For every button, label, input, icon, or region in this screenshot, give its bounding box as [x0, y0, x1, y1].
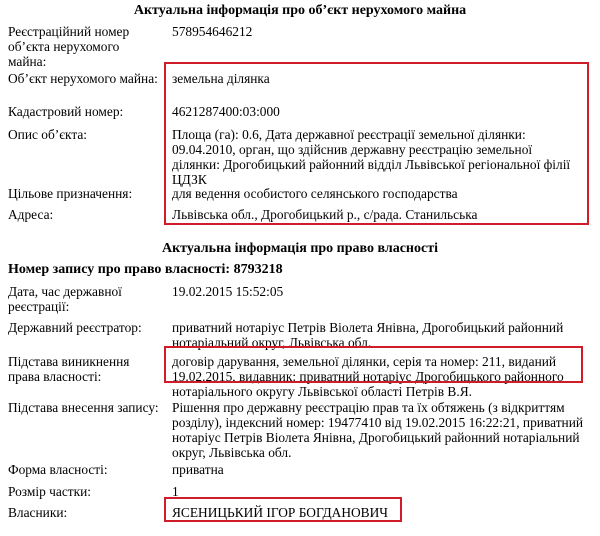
- registrar-label: Державний реєстратор:: [8, 320, 142, 335]
- object-description-value: Площа (га): 0.6, Дата державної реєстрації земельної ділянки: 09.04.2010, орган, що здійснив державну реєстрацію земельної ділянки: Дрогобицький районний відділ Львівської регіональної філії ЦДЗК: [172, 127, 571, 187]
- object-type-value: земельна ділянка: [172, 71, 270, 86]
- record-number-label: Номер запису про право власності:: [8, 262, 231, 277]
- share-size-label: Розмір частки:: [8, 484, 92, 499]
- registrar-value: приватний нотаріус Петрів Віолета Янівна, Дрогобицький районний нотаріальний округ, Львівська обл.: [172, 320, 564, 350]
- entry-basis-value: Рішення про державну реєстрацію прав та їх обтяжень (з відкриттям розділу), індексний номер: 19477410 від 19.02.2015 16:22:21, приватний нотаріус Петрів Віолета Янівна, Дрогобицький районний нотаріальний округ, Львівська обл.: [172, 400, 584, 460]
- cadastral-number-label: Кадастровий номер:: [8, 104, 124, 119]
- object-type-label: Об’єкт нерухомого майна:: [8, 71, 158, 86]
- registration-date-label: Дата, час державної реєстрації:: [8, 284, 122, 314]
- owners-value: ЯСЕНИЦЬКИЙ ІГОР БОГДАНОВИЧ: [172, 505, 388, 520]
- cadastral-number-value: 4621287400:03:000: [172, 104, 280, 119]
- registration-number-label: Реєстраційний номер об’єкта нерухомого майна:: [8, 24, 130, 69]
- record-number-value: 8793218: [233, 262, 283, 277]
- owners-label: Власники:: [8, 505, 68, 520]
- ownership-basis-highlight-box: [164, 346, 583, 383]
- registration-number-value: 578954646212: [172, 24, 253, 39]
- ownership-basis-value: договір дарування, земельної ділянки, серія та номер: 211, виданий 19.02.2015, видавник: приватний нотаріус Дрогобицького районного нотаріального округу Львівської області Петрів В.Я.: [172, 354, 564, 399]
- ownership-info-title: Актуальна інформація про право власності: [162, 241, 438, 256]
- object-info-highlight-box: [164, 62, 589, 225]
- entry-basis-label: Підстава внесення запису:: [8, 400, 159, 415]
- address-label: Адреса:: [8, 207, 54, 222]
- purpose-value: для ведення особистого селянського господарства: [172, 186, 458, 201]
- ownership-form-label: Форма власності:: [8, 462, 108, 477]
- owners-highlight-box: [164, 497, 402, 522]
- share-size-value: 1: [172, 484, 179, 499]
- object-description-label: Опис об’єкта:: [8, 127, 88, 142]
- object-info-title: Актуальна інформація про об’єкт нерухомого майна: [133, 3, 467, 18]
- registration-date-value: 19.02.2015 15:52:05: [172, 284, 284, 299]
- ownership-form-value: приватна: [172, 462, 224, 477]
- record-number-line: [8, 262, 283, 277]
- purpose-label: Цільове призначення:: [8, 186, 133, 201]
- ownership-basis-label: Підстава виникнення права власності:: [8, 354, 130, 384]
- address-value: Львівська обл., Дрогобицький р., с/рада. Станильська: [172, 207, 478, 222]
